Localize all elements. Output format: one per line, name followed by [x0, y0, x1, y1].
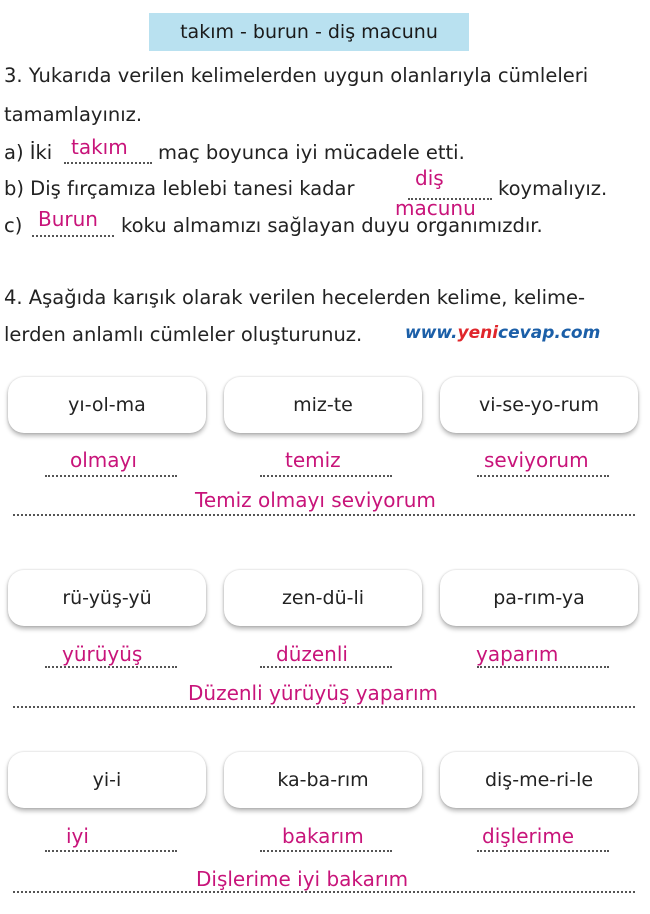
syllable-card: zen-dü-li	[224, 570, 422, 626]
word-blank	[477, 850, 609, 852]
q3c-suffix: koku almamızı sağlayan duyu organımızdır.	[121, 214, 543, 237]
sentence-answer: Düzenli yürüyüş yaparım	[188, 681, 439, 705]
q3b-suffix: koymalıyız.	[498, 177, 608, 200]
q3-instruction-line2: tamamlayınız.	[4, 103, 143, 126]
q3a-suffix: maç boyunca iyi mücadele etti.	[158, 141, 465, 164]
word-answer: temiz	[285, 448, 341, 472]
q3-instruction-line1: 3. Yukarıda verilen kelimelerden uygun olanlarıyla cümleleri	[4, 64, 589, 87]
word-answer: yaparım	[476, 642, 559, 666]
brand-part3: cevap.com	[498, 323, 601, 343]
word-blank	[260, 850, 392, 852]
q3a-prefix: a) İki	[4, 141, 53, 164]
word-answer: dişlerime	[482, 824, 575, 848]
q3a-answer: takım	[71, 135, 128, 159]
q3c-answer: Burun	[38, 207, 98, 231]
word-answer: düzenli	[276, 642, 348, 666]
brand-part1: www.	[405, 323, 458, 343]
word-answer: olmayı	[70, 448, 137, 472]
syllable-card: ka-ba-rım	[224, 752, 422, 808]
word-answer: seviyorum	[484, 448, 589, 472]
q4-instruction-line1: 4. Aşağıda karışık olarak verilen hecelerden kelime, kelime-	[4, 286, 586, 309]
sentence-blank	[13, 706, 635, 708]
sentence-answer: Dişlerime iyi bakarım	[196, 867, 409, 891]
q3b-prefix: b) Diş fırçamıza leblebi tanesi kadar	[4, 177, 355, 200]
q3a-blank	[64, 162, 152, 164]
syllable-card: vi-se-yo-rum	[440, 377, 638, 433]
word-blank	[477, 475, 609, 477]
syllable-card: pa-rım-ya	[440, 570, 638, 626]
q4-instruction-line2: lerden anlamlı cümleler oluşturunuz.	[4, 323, 363, 346]
word-blank	[45, 475, 177, 477]
syllable-card: yı-ol-ma	[8, 377, 206, 433]
brand-watermark	[405, 323, 600, 343]
word-blank	[45, 666, 177, 668]
word-blank	[45, 850, 177, 852]
word-blank	[477, 666, 609, 668]
word-bank: takım - burun - diş macunu	[149, 13, 469, 51]
syllable-card: rü-yüş-yü	[8, 570, 206, 626]
syllable-card: diş-me-ri-le	[440, 752, 638, 808]
q3c-blank	[32, 235, 114, 237]
sentence-blank	[13, 891, 635, 893]
q3b-answer-line1: diş	[415, 166, 444, 190]
word-answer: bakarım	[282, 824, 364, 848]
syllable-card: miz-te	[224, 377, 422, 433]
q3b-answer-line2: macunu	[395, 196, 476, 220]
sentence-answer: Temiz olmayı seviyorum	[195, 488, 436, 512]
word-blank	[260, 666, 392, 668]
q3c-prefix: c)	[4, 214, 23, 237]
word-blank	[260, 475, 392, 477]
syllable-card: yi-i	[8, 752, 206, 808]
brand-part2: yeni	[457, 323, 499, 343]
word-answer: yürüyüş	[62, 642, 143, 666]
word-answer: iyi	[66, 824, 89, 848]
sentence-blank	[13, 514, 635, 516]
